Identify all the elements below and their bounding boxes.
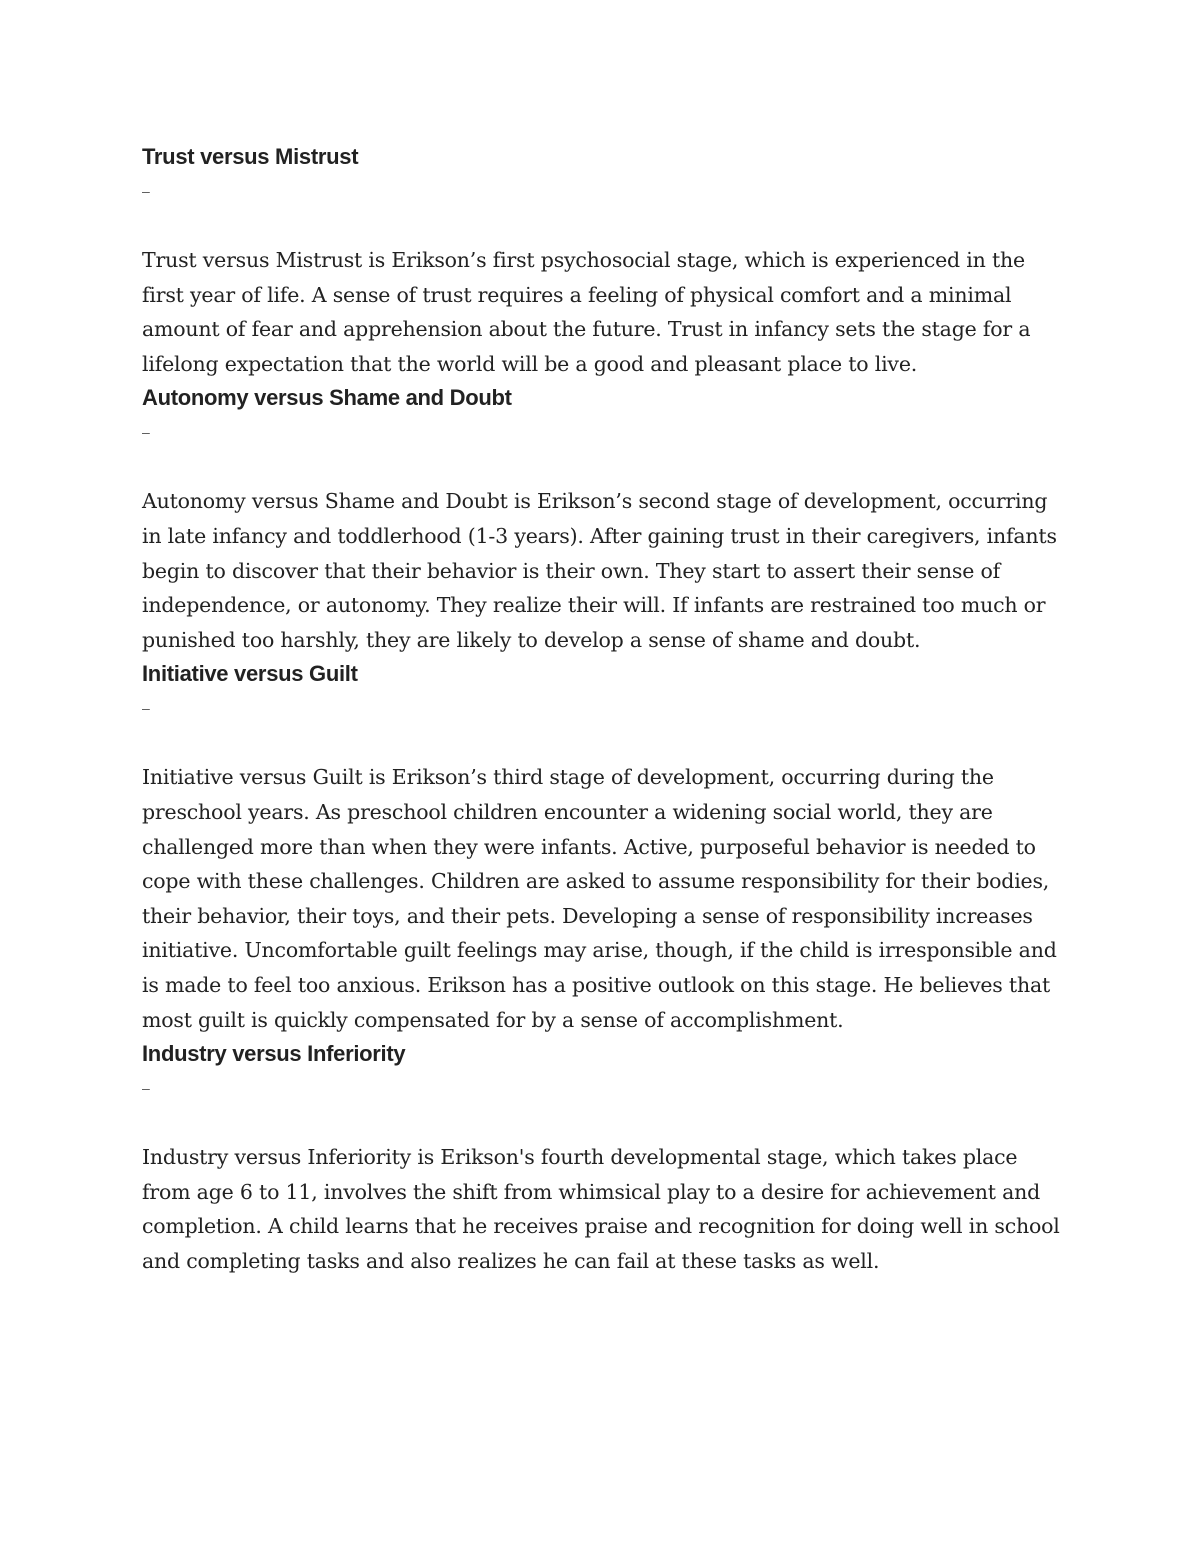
- section-initiative-versus-guilt: [142, 657, 1072, 1037]
- section-body: Industry versus Inferiority is Erikson's fourth developmental stage, which takes place from age 6 to 11, involves the shift from whimsical play to a desire for achievement and completion. A child learns that he receives praise and recognition for doing well in school and completing tasks and also realizes he can fail at these tasks as well.: [142, 1145, 1060, 1273]
- dash-separator: –: [142, 424, 150, 441]
- dash-separator: –: [142, 1080, 150, 1097]
- blank-line: [142, 1105, 1072, 1140]
- blank-line: [142, 725, 1072, 760]
- section-body: Autonomy versus Shame and Doubt is Erikson’s second stage of development, occurring in late infancy and toddlerhood (1-3 years). After gaining trust in their caregivers, infants begin to discover that their behavior is their own. They start to assert their sense of independence, or autonomy. They realize their will. If infants are restrained too much or punished too harshly, they are likely to develop a sense of shame and doubt.: [142, 489, 1057, 652]
- section-autonomy-versus-shame: [142, 381, 1072, 657]
- section-body: Trust versus Mistrust is Erikson’s first psychosocial stage, which is experienced in the first year of life. A sense of trust requires a feeling of physical comfort and a minimal amount of fear and apprehension about the future. Trust in infancy sets the stage for a lifelong expectation that the world will be a good and pleasant place to live.: [142, 248, 1031, 376]
- section-heading: Industry versus Inferiority: [142, 1041, 406, 1067]
- section-industry-versus-inferiority: [142, 1037, 1072, 1278]
- dash-separator: –: [142, 183, 150, 199]
- dash-separator: –: [142, 700, 150, 717]
- section-trust-versus-mistrust: [142, 140, 1072, 381]
- section-heading: Initiative versus Guilt: [142, 661, 358, 687]
- blank-line: [142, 208, 1072, 243]
- section-heading: Autonomy versus Shame and Doubt: [142, 385, 512, 411]
- document-page: [142, 140, 1072, 1278]
- blank-line: [142, 449, 1072, 484]
- section-heading: Trust versus Mistrust: [142, 144, 359, 169]
- section-body: Initiative versus Guilt is Erikson’s third stage of development, occurring during the preschool years. As preschool children encounter a widening social world, they are challenged more than when they were infants. Active, purposeful behavior is needed to cope with these challenges. Children are asked to assume responsibility for their bodies, their behavior, their toys, and their pets. Developing a sense of responsibility increases initiative. Uncomfortable guilt feelings may arise, though, if the child is irresponsible and is made to feel too anxious. Erikson has a positive outlook on this stage. He believes that most guilt is quickly compensated for by a sense of accomplishment.: [142, 765, 1057, 1032]
